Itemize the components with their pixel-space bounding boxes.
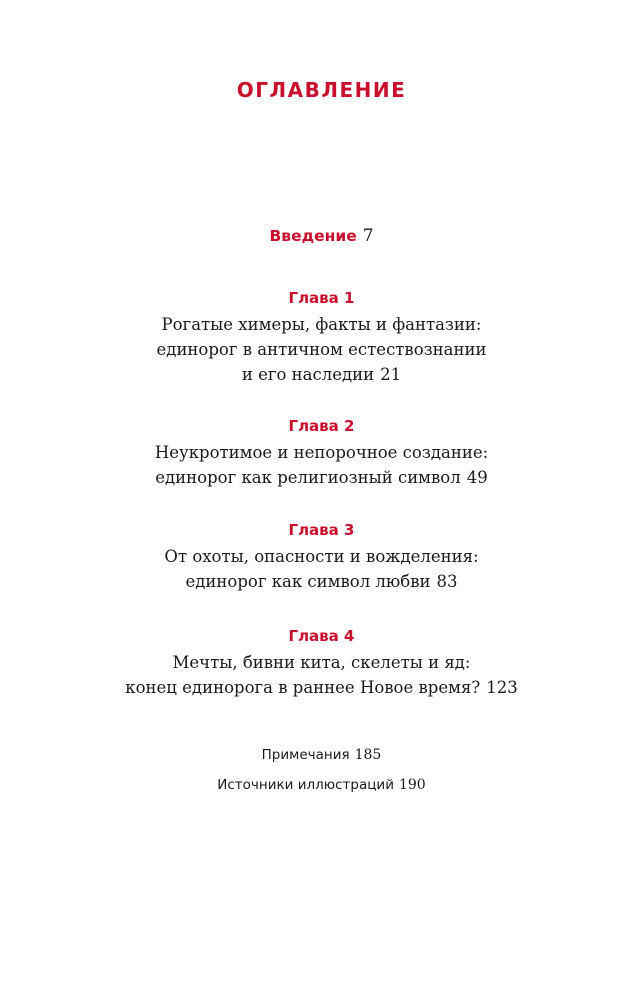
chapter-label: Глава 3: [288, 521, 355, 539]
chapter-title-line: конец единорога в раннее Новое время?: [125, 678, 481, 697]
notes-label: Примечания: [261, 747, 350, 763]
sources-page-number: 190: [398, 777, 426, 793]
chapter-title-last-line: [0, 569, 643, 594]
chapter-label: Глава 1: [288, 289, 355, 307]
chapter-page-number: 21: [380, 365, 402, 384]
chapter-title-line: Мечты, бивни кита, скелеты и яд:: [172, 653, 471, 672]
chapter-page-number: 49: [466, 468, 488, 487]
chapter-label: Глава 4: [288, 627, 355, 645]
chapter-page-number: 83: [436, 572, 458, 591]
sources-label: Источники иллюстраций: [217, 777, 394, 793]
chapter-page-number: 123: [486, 678, 518, 697]
notes-page-number: 185: [354, 747, 382, 763]
page-title: ОГЛАВЛЕНИЕ: [236, 78, 407, 102]
intro-page-number: 7: [362, 226, 374, 246]
chapter-title-last-line: [0, 675, 643, 700]
chapter-title-line: Неукротимое и непорочное создание:: [154, 443, 489, 462]
toc-entry-notes[interactable]: [0, 744, 643, 766]
intro-label: Введение: [269, 227, 357, 245]
chapter-title-line: единорог как религиозный символ: [155, 468, 461, 487]
toc-entry-chapter-1[interactable]: [0, 286, 643, 387]
toc-entry-introduction[interactable]: [0, 226, 643, 246]
toc-entry-chapter-2[interactable]: [0, 414, 643, 490]
chapter-title-line: и его наследии: [241, 365, 375, 384]
chapter-title-line: Рогатые химеры, факты и фантазии:: [161, 315, 482, 334]
toc-entry-illustration-sources[interactable]: [0, 774, 643, 796]
chapter-title-last-line: [0, 465, 643, 490]
chapter-label: Глава 2: [288, 417, 355, 435]
chapter-title-line: единорог как символ любви: [185, 572, 431, 591]
chapter-title-last-line: [0, 362, 643, 387]
toc-entry-chapter-3[interactable]: [0, 518, 643, 594]
toc-entry-chapter-4[interactable]: [0, 624, 643, 700]
chapter-title-line: единорог в античном естествознании: [156, 340, 487, 359]
chapter-title-line: От охоты, опасности и вожделения:: [164, 547, 479, 566]
